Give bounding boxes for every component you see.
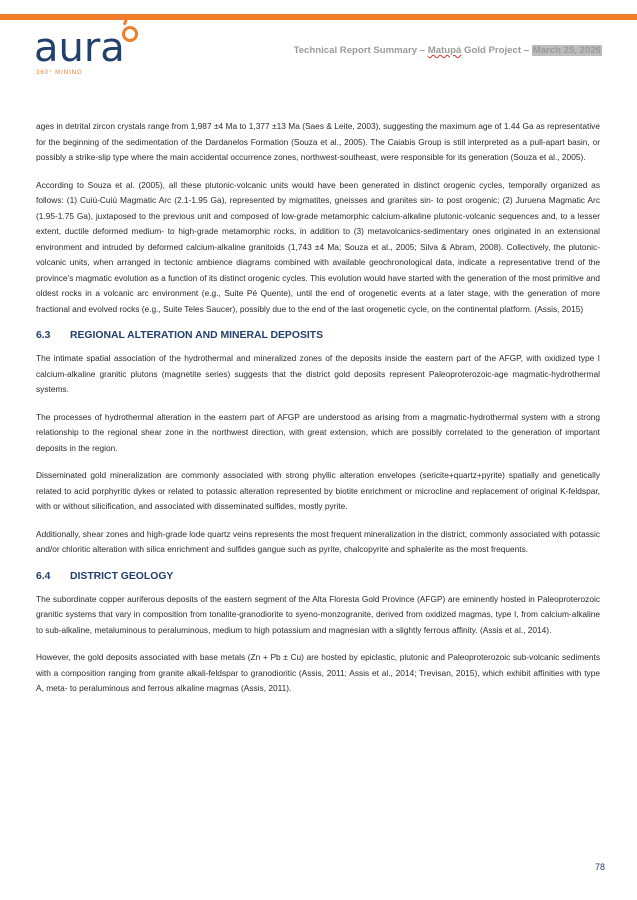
paragraph-hydrothermal-alteration: The processes of hydrothermal alteration in the eastern part of AFGP are understood as arising from a magmatic-hydrothermal system with a strong relationship to the regional shear zone in the northwest direction, with great extension, which are possibly correlated to the generation of important deposits in the region. [36,411,600,453]
document-body [36,119,600,709]
header-title-prefix: Technical Report Summary – [293,45,428,56]
report-header-title [294,45,602,56]
section-number: 6.3 [36,330,51,341]
section-number: 6.4 [36,570,51,582]
section-title: DISTRICT GEOLOGY [70,570,174,582]
logo-tagline: 360° MINING [36,70,83,76]
header-project-name: Matupá [427,45,462,56]
section-heading-regional-alteration [36,329,600,343]
logo-accent-ring [122,26,138,42]
paragraph-caiabis-group: ages in detrital zircon crystals range from 1,987 ±4 Ma to 1,377 ±13 Ma (Saes & Leite, 2003), suggesting the maximum age of 1.44 Ga as representative for the beginning of the sedimentation of the Dardanelos Formation (Souza et al., 2005). The Caiabis Group is still interpreted as a pull-apart basin, or possibly a strike-slip type where the main accidental occurrence zones, northwest-southeast, were responsible for its generation (Souza et al., 2005). [36,121,600,162]
paragraph-copper-auriferous-deposits: The subordinate copper auriferous deposits of the eastern segment of the Alta Floresta Gold Province (AFGP) are eminently hosted in Paleoproterozoic granitic systems that vary in composition from tonalite-granodiorite to syeno-monzogranite, derived from oxidized magmas, type I, from calcium-alkaline to sub-alkaline, metaluminous to peraluminous, medium to high potassium and magnesian with a slightly ferrous affinity. (Assis et al., 2014). [36,593,600,635]
paragraph-shear-zones: Additionally, shear zones and high-grade lode quartz veins represents the most frequent mineralization in the district, commonly associated with potassic and/or chloritic alteration with silica enrichment and sulfides gangue such as pyrite, chalcopyrite and sphalerite as the most frequents. [36,528,600,554]
logo-wordmark: aura [34,25,125,71]
page-number: 78 [594,862,605,872]
header-title-middle: Gold Project – [461,45,532,56]
logo-accent-tick [123,18,128,26]
paragraph-disseminated-gold: Disseminated gold mineralization are commonly associated with strong phyllic alteration envelopes (sericite+quartz+pyrite) spatially and genetically related to acid porphyritic dykes or related to potassic alteration represented by biotite enrichment or microcline and replacement of original K-feldspar, with or without silicification, and associated with disseminated sulfides, mostly pyrite. [36,470,600,511]
paragraph-base-metal-gold-deposits: However, the gold deposits associated with base metals (Zn + Pb ± Cu) are hosted by epiclastic, plutonic and Paleoproterozoic sub-volcanic sediments with a composition ranging from granite alkali-feldspar to granodioritic (Assis, 2011; Assis et al., 2014; Trevisan, 2015), which exhibit affinities with type A, meta- to peraluminous and ferrous alkaline magmas (Assis, 2011). [36,652,600,693]
section-title: REGIONAL ALTERATION AND MINERAL DEPOSITS [70,330,324,341]
paragraph-orogenic-cycles: According to Souza et al. (2005), all these plutonic-volcanic units would have been generated in distinct orogenic cycles, temporally organized as follows: (1) Cuiú-Cuiú Magmatic Arc (2.1-1.95 Ga), represented by migmatites, gneisses and granites sin- to post orogenic; (2) Juruena Magmatic Arc (1.95-1.75 Ga), juxtaposed to the previous unit and composed of low-grade metamorphic calcium-alkaline plutonic-volcanic sequences and, to a lesser extent, ductile deformed medium- to high-grade metamorphic rocks, in addition to (3) metavolcanics-sedimentary ones originated in an extensional environment and intruded by deformed calcium-alkaline granitoids (1,743 ±4 Ma; Souza et al., 2005; Silva & Abram, 2008). Collectively, the plutonic-volcanic units, when arranged in tectonic ambience diagrams combined with available geochronological data, indicate a representative trend of the province’s magmatic evolution as a function of its distinct orogenic cycles. This evolution would have started with the generation of the most primitive and oldest rocks in a volcanic arc environment (e.g., Suite Pé Quente), until the end of orogenetic events at a later stage, with the generation of more fractional and evolved rocks (e.g., Suite Teles Saucer), possibly due to the end of the last orogenetic cycle, on the continental platform. (Assis, 2015) [36,179,600,314]
section-heading-district-geology [36,570,600,584]
aura-logo [34,26,144,80]
header-accent-bar [0,14,637,20]
paragraph-spatial-association: The intimate spatial association of the hydrothermal and mineralized zones of the deposits inside the eastern part of the AFGP, with oxidized type I calcium-alkaline granitic plutons (magnetite series) suggests that the district gold deposits represent Paleoproterozoic-age magmatic-hydrothermal systems. [36,353,600,394]
header-date: March 25, 2026 [532,45,601,56]
